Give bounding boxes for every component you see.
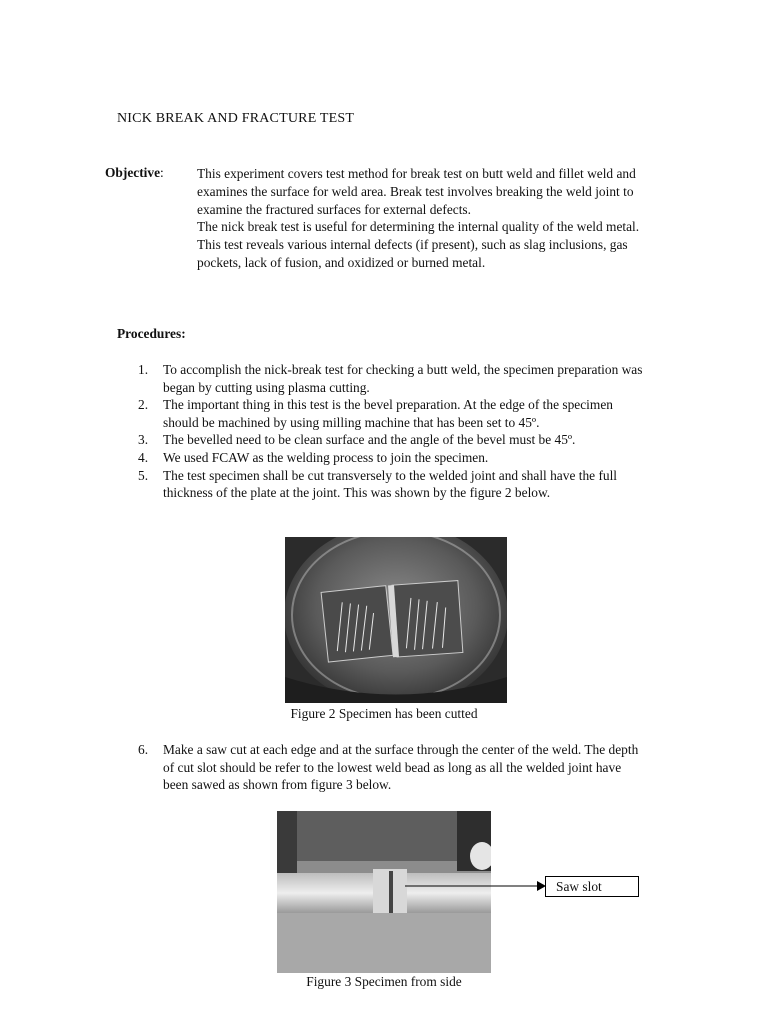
saw-slot-arrow	[405, 876, 547, 896]
procedure-step: 6. Make a saw cut at each edge and at the surface through the center of the weld. The depth of cut slot should be refer to the lowest weld bead as long as all the welded joint have been sawed as shown from figure 3 below.	[138, 742, 639, 793]
procedures-heading: Procedures:	[117, 326, 186, 341]
procedure-list	[138, 361, 648, 502]
objective-text	[197, 165, 657, 272]
figure-3-caption: Figure 3 Specimen from side	[306, 974, 462, 989]
figure-2-caption: Figure 2 Specimen has been cutted	[290, 706, 478, 721]
procedure-step: 1. To accomplish the nick-break test for checking a butt weld, the specimen preparation was began by cutting using plasma cutting.	[138, 362, 643, 395]
document-title: NICK BREAK AND FRACTURE TEST	[117, 111, 355, 126]
objective-label: Objective:	[105, 165, 164, 180]
saw-slot-callout: Saw slot	[545, 876, 639, 897]
objective-paragraph-2: The nick break test is useful for determining the internal quality of the weld metal. This test reveals various internal defects (if present), such as slag inclusions, gas pockets, lack of fusion, and oxidized or burned metal.	[197, 219, 640, 270]
procedure-step: 4. We used FCAW as the welding process to join the specimen.	[138, 449, 489, 465]
procedure-step: 2. The important thing in this test is the bevel preparation. At the edge of the specimen should be machined by using milling machine that has been set to 45º.	[138, 397, 613, 430]
objective-paragraph-1: This experiment covers test method for break test on butt weld and fillet weld and examines the surface for weld area. Break test involves breaking the weld joint to examine the fractured surfaces for external defects.	[197, 166, 636, 217]
procedure-list-continued	[138, 741, 648, 794]
figure-2-photo	[285, 537, 507, 703]
procedure-step: 3. The bevelled need to be clean surface and the angle of the bevel must be 45º.	[138, 432, 576, 448]
specimen-plates-image	[285, 537, 507, 703]
procedure-step: 5. The test specimen shall be cut transversely to the welded joint and shall have the full thickness of the plate at the joint. This was shown by the figure 2 below.	[138, 467, 618, 501]
